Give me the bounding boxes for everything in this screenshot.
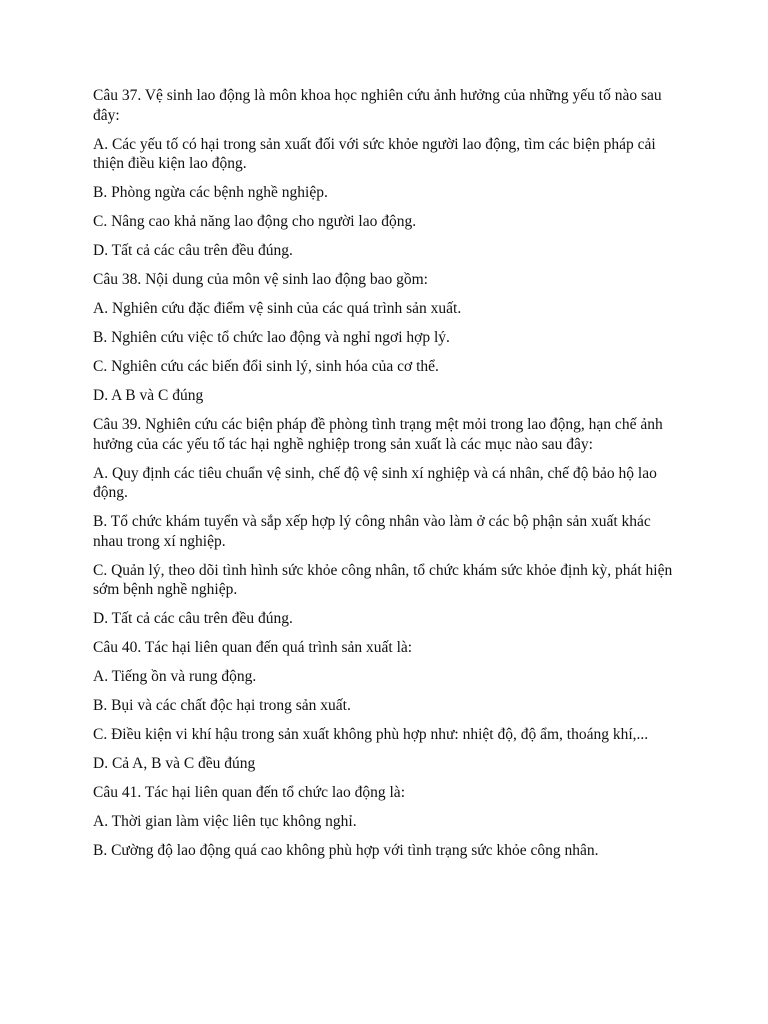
question-38-option-a: A. Nghiên cứu đặc điểm vệ sinh của các quá trình sản xuất. [93,300,462,317]
question-40-option-d: D. Cả A, B và C đều đúng [93,755,256,772]
question-37-option-a: A. Các yếu tố có hại trong sản xuất đối với sức khỏe người lao động, tìm các biện pháp cải thiện điều kiện lao động. [93,135,656,172]
question-38-option-b: B. Nghiên cứu việc tổ chức lao động và nghỉ ngơi hợp lý. [93,329,450,346]
question-40-option-b: B. Bụi và các chất độc hại trong sản xuất. [93,697,351,714]
question-41-option-a: A. Thời gian làm việc liên tục không nghỉ. [93,813,357,830]
question-39-option-a: A. Quy định các tiêu chuẩn vệ sinh, chế độ vệ sinh xí nghiệp và cá nhân, chế độ bảo hộ lao động. [93,464,657,501]
question-39-option-b: B. Tổ chức khám tuyển và sắp xếp hợp lý công nhân vào làm ở các bộ phận sản xuất khác nhau trong xí nghiệp. [93,513,651,550]
question-39-option-d: D. Tất cả các câu trên đều đúng. [93,610,293,627]
question-38-option-c: C. Nghiên cứu các biến đổi sinh lý, sinh hóa của cơ thể. [93,358,439,375]
question-40-text: Câu 40. Tác hại liên quan đến quá trình sản xuất là: [93,639,413,656]
question-40-option-c: C. Điều kiện vi khí hậu trong sản xuất không phù hợp như: nhiệt độ, độ ẩm, thoáng khí,... [93,726,649,743]
question-37-option-b: B. Phòng ngừa các bệnh nghề nghiệp. [93,184,328,201]
question-40-option-a: A. Tiếng ồn và rung động. [93,668,257,685]
question-38-option-d: D. A B và C đúng [93,387,204,404]
question-41-text: Câu 41. Tác hại liên quan đến tổ chức lao động là: [93,784,405,801]
question-39-option-c: C. Quản lý, theo dõi tình hình sức khỏe công nhân, tổ chức khám sức khỏe định kỳ, phát hiện sớm bệnh nghề nghiệp. [93,561,673,598]
question-37-option-c: C. Nâng cao khả năng lao động cho người lao động. [93,213,417,230]
question-38-text: Câu 38. Nội dung của môn vệ sinh lao động bao gồm: [93,271,428,288]
question-37-text: Câu 37. Vệ sinh lao động là môn khoa học nghiên cứu ảnh hưởng của những yếu tố nào sau đây: [93,87,662,124]
question-39-text: Câu 39. Nghiên cứu các biện pháp đề phòng tình trạng mệt mỏi trong lao động, hạn chế ảnh hưởng của các yếu tố tác hại nghề nghiệp trong sản xuất là các mục nào sau đây: [93,416,663,453]
question-37-option-d: D. Tất cả các câu trên đều đúng. [93,242,293,259]
document-page [93,86,673,870]
question-41-option-b: B. Cường độ lao động quá cao không phù hợp với tình trạng sức khỏe công nhân. [93,842,599,859]
